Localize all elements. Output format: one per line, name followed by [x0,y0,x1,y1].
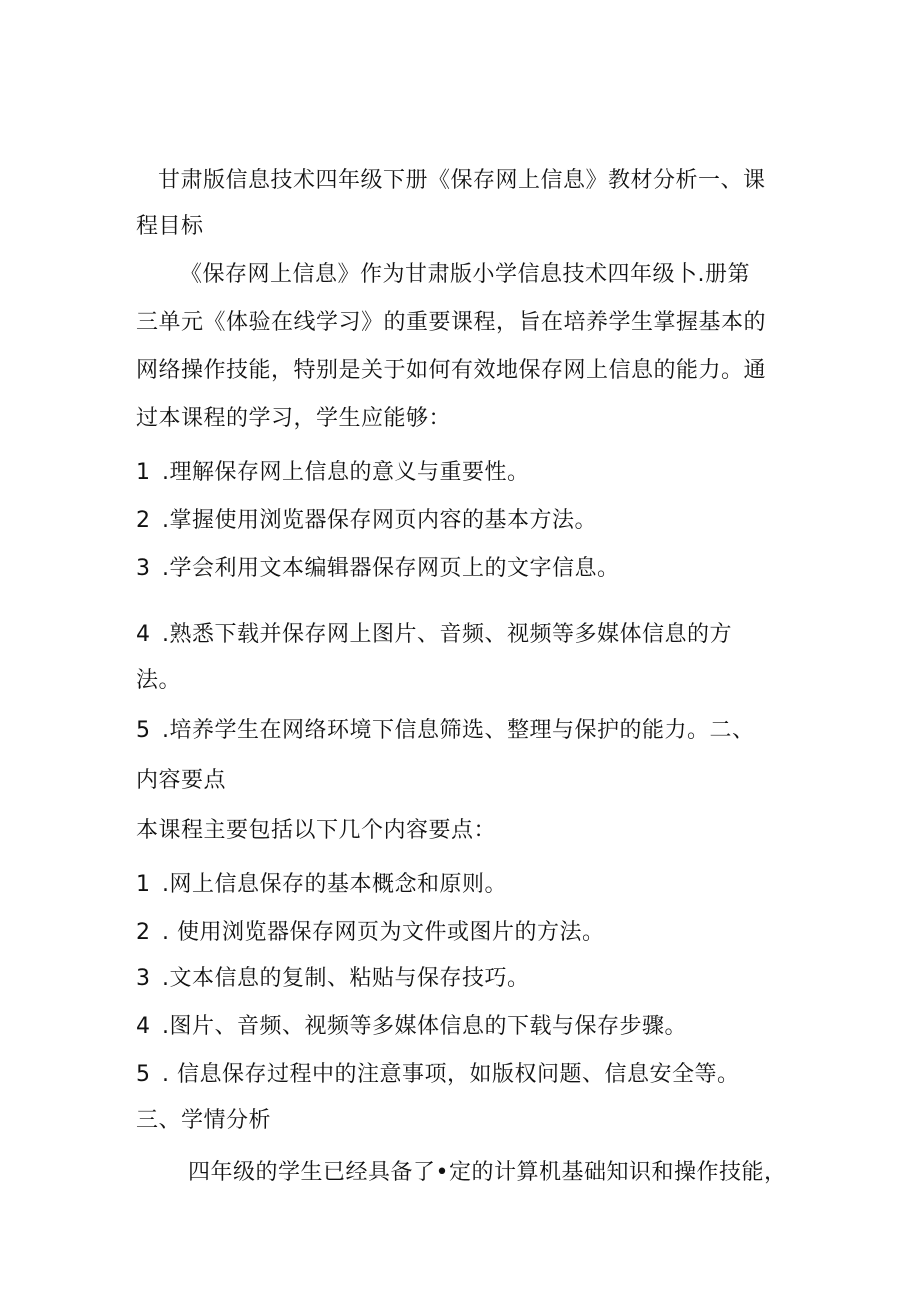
intro-line-3: 网络操作技能，特别是关于如何有效地保存网上信息的能力。通 [136,358,767,383]
point-item-5 [136,1060,740,1090]
point-number: 1 [136,872,151,897]
objective-text: .熟悉下载并保存网上图片、音频、视频等多媒体信息的方 [162,622,732,647]
point-number: 3 [136,966,151,991]
objective-item-3 [136,554,620,584]
learning-analysis-paragraph: 四年级的学生已经具备了•定的计算机基础知识和操作技能， [188,1160,787,1185]
objective-text: .理解保存网上信息的意义与重要性。 [162,460,530,485]
document-title-line-1: 甘肃版信息技术四年级下册《保存网上信息》教材分析一、课 [158,168,766,193]
section-intro: 本课程主要包括以下几个内容要点： [136,818,497,843]
point-text: . 使用浏览器保存网页为文件或图片的方法。 [162,920,605,945]
point-number: 4 [136,1014,151,1039]
objective-text: .掌握使用浏览器保存网页内容的基本方法。 [162,508,597,533]
intro-line-4: 过本课程的学习，学生应能够： [136,406,452,431]
point-text: .网上信息保存的基本概念和原则。 [162,872,507,897]
point-item-3 [136,964,530,994]
point-number: 5 [136,1062,151,1087]
point-text: .文本信息的复制、粘贴与保存技巧。 [162,966,530,991]
intro-line-1: 《保存网上信息》作为甘肃版小学信息技术四年级卜.册第 [180,262,750,287]
intro-line-2: 三单元《体验在线学习》的重要课程，旨在培养学生掌握基本的 [136,310,767,335]
objective-number: 1 [136,460,151,485]
objective-text: .培养学生在网络环境下信息筛选、整理与保护的能力。二、 [162,718,755,743]
section-heading-content-points: 内容要点 [136,768,227,793]
point-number: 2 [136,920,151,945]
objective-item-4 [136,620,732,650]
objective-item-1 [136,458,530,488]
objective-number: 3 [136,556,151,581]
section-heading-learning-analysis: 三、学情分析 [136,1108,272,1133]
objective-item-5 [136,716,755,746]
point-item-1 [136,870,507,900]
objective-item-4-continued: 法。 [136,668,182,693]
objective-text: .学会利用文本编辑器保存网页上的文字信息。 [162,556,620,581]
point-item-2 [136,918,605,948]
objective-number: 2 [136,508,151,533]
document-title-line-2: 程目标 [136,214,204,239]
objective-item-2 [136,506,597,536]
point-item-4 [136,1012,687,1042]
objective-number: 4 [136,622,151,647]
point-text: . 信息保存过程中的注意事项，如版权问题、信息安全等。 [162,1062,740,1087]
point-text: .图片、音频、视频等多媒体信息的下载与保存步骤。 [162,1014,687,1039]
objective-number: 5 [136,718,151,743]
